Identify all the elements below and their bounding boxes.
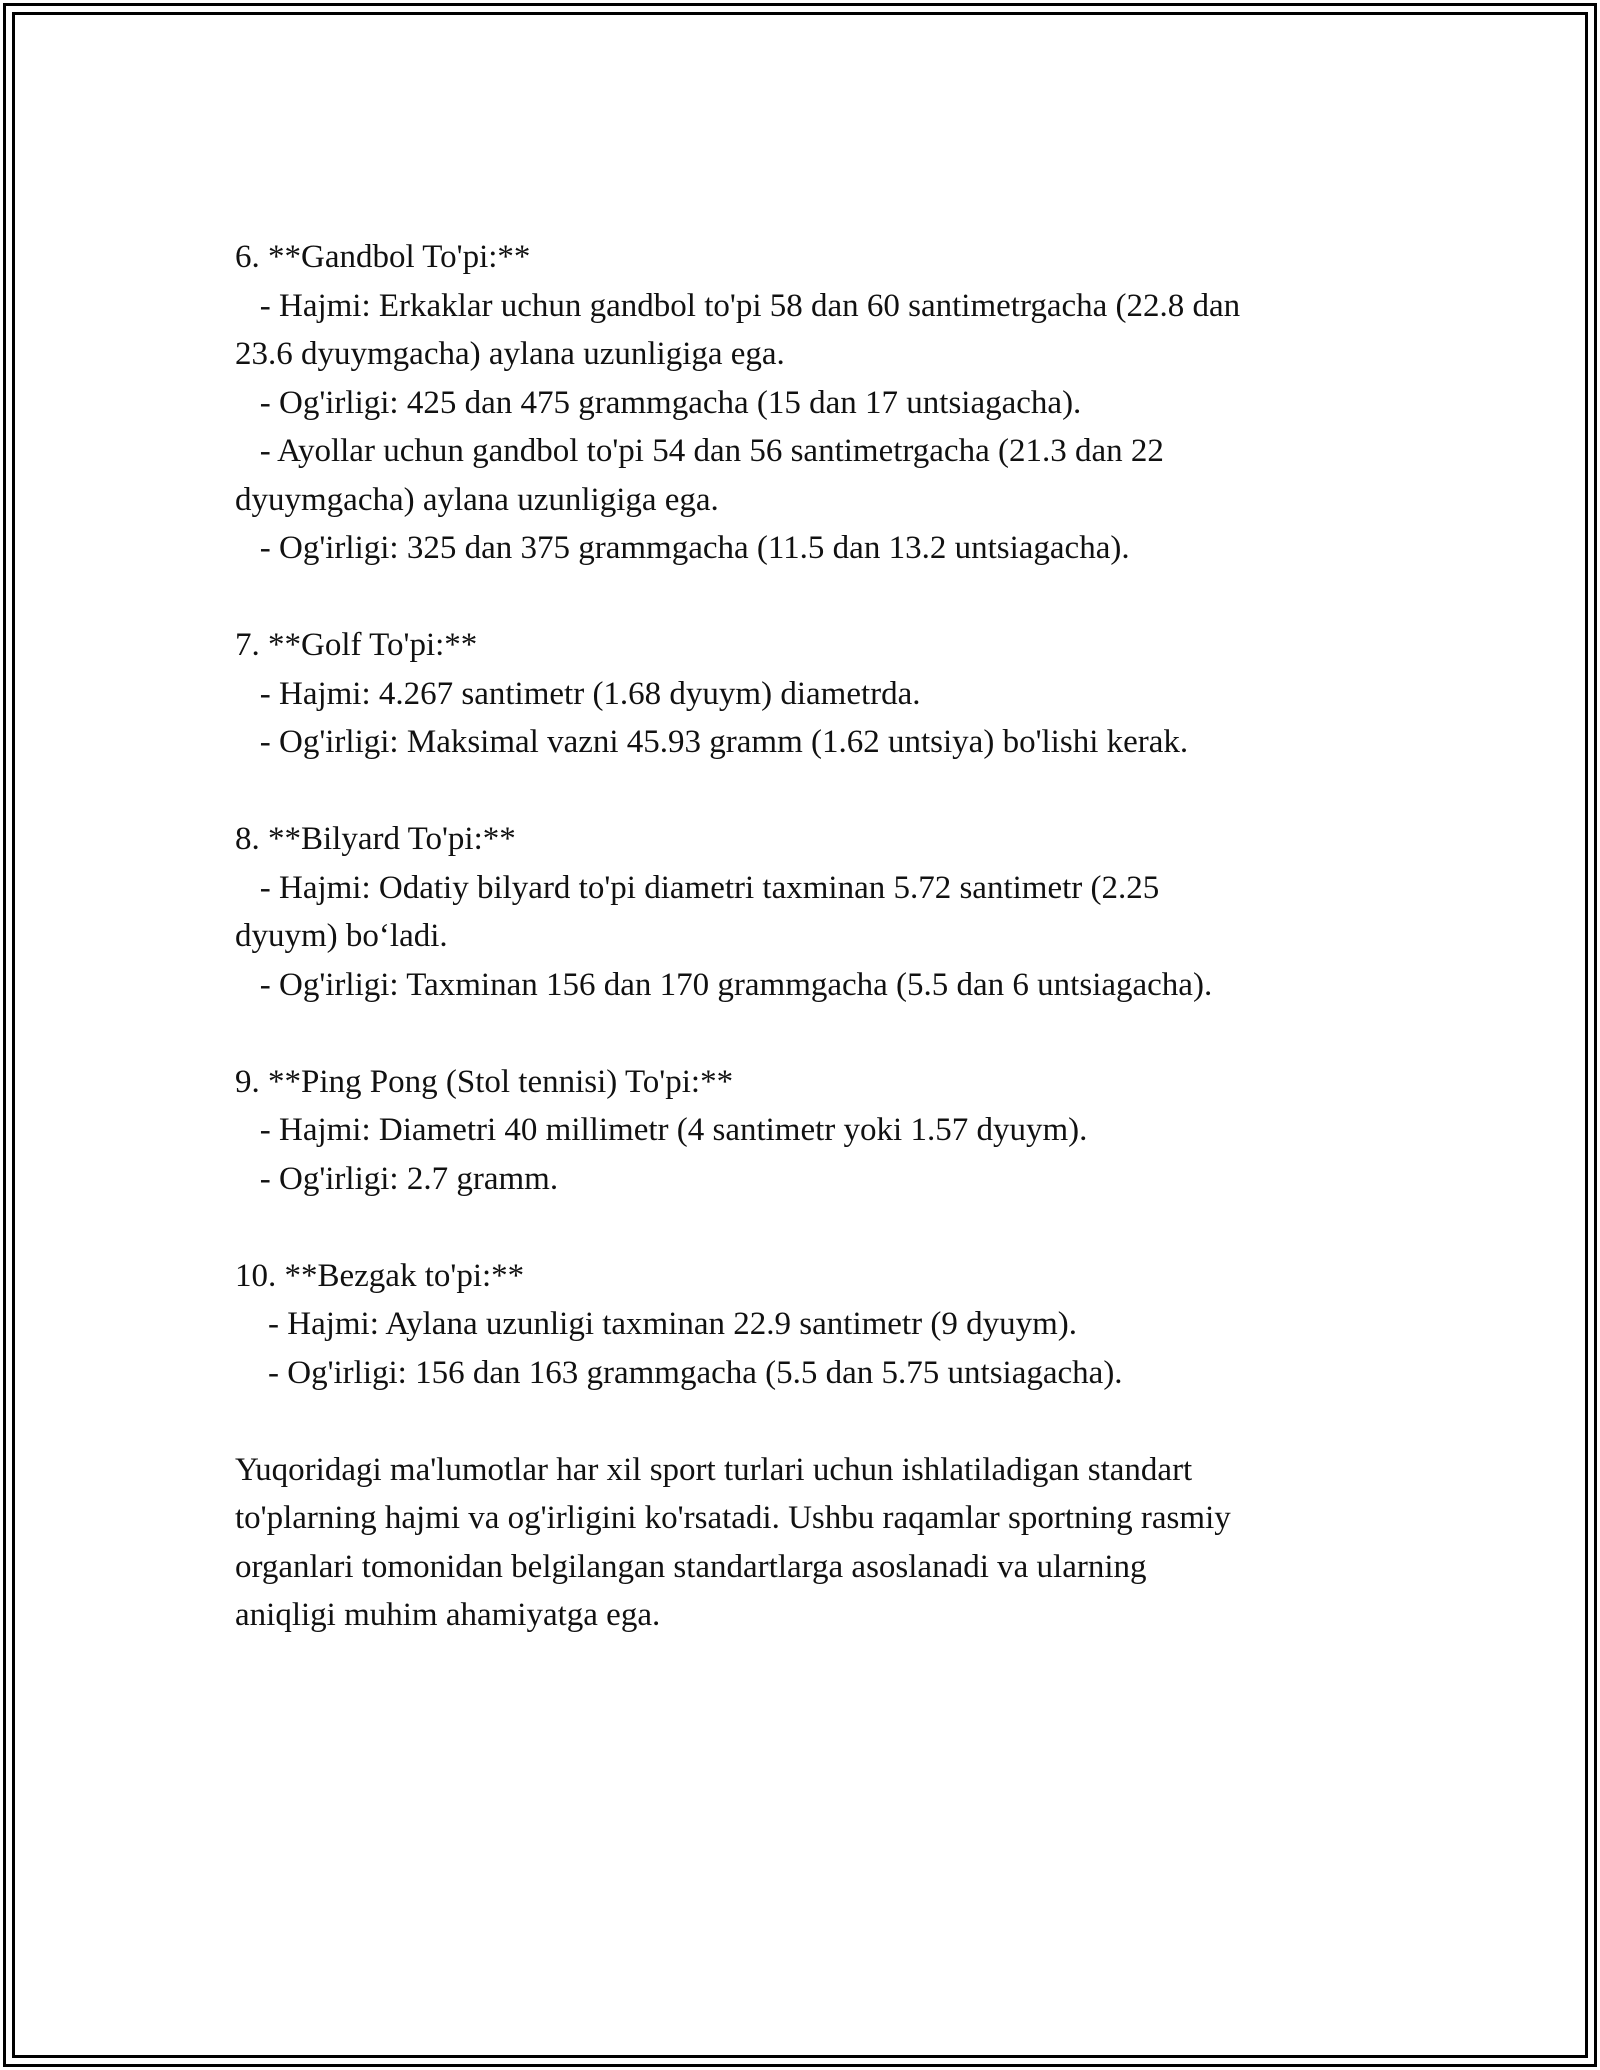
section-bezgak [235,1252,1365,1398]
spacer [235,1009,1365,1058]
section-heading: 6. **Gandbol To'pi:** [235,239,531,275]
section-line: - Hajmi: Diametri 40 millimetr (4 santimetr yoki 1.57 dyuym). [235,1112,1088,1148]
section-heading: 10. **Bezgak to'pi:** [235,1257,525,1294]
spacer [235,573,1365,622]
section-line: 23.6 dyuymgacha) aylana uzunligiga ega. [235,336,785,372]
spacer [235,767,1365,816]
section-line: - Ayollar uchun gandbol to'pi 54 dan 56 santimetrgacha (21.3 dan 22 [235,433,1164,469]
section-line: dyuymgacha) aylana uzunligiga ega. [235,481,719,518]
document-body [235,233,1365,1640]
section-line: - Hajmi: 4.267 santimetr (1.68 dyuym) diametrda. [235,675,921,712]
conclusion-paragraph [235,1446,1365,1640]
section-line: - Og'irligi: Taxminan 156 dan 170 grammgacha (5.5 dan 6 untsiagacha). [235,966,1213,1003]
section-ping-pong [235,1058,1365,1204]
section-heading: 9. **Ping Pong (Stol tennisi) To'pi:** [235,1063,734,1100]
section-line: - Og'irligi: 325 dan 375 grammgacha (11.5 dan 13.2 untsiagacha). [235,530,1130,566]
section-line: - Og'irligi: 425 dan 475 grammgacha (15 dan 17 untsiagacha). [235,384,1082,421]
spacer [235,1203,1365,1252]
section-line: - Og'irligi: 2.7 gramm. [235,1160,559,1197]
section-line: - Hajmi: Erkaklar uchun gandbol to'pi 58 dan 60 santimetrgacha (22.8 dan [235,287,1241,324]
section-line: - Og'irligi: 156 dan 163 grammgacha (5.5 dan 5.75 untsiagacha). [235,1354,1123,1391]
conclusion-line: Yuqoridagi ma'lumotlar har xil sport turlari uchun ishlatiladigan standart [235,1451,1193,1488]
section-line: dyuym) bo‘ladi. [235,918,448,954]
section-heading: 8. **Bilyard To'pi:** [235,821,516,857]
section-bilyard [235,815,1365,1009]
section-heading: 7. **Golf To'pi:** [235,627,478,663]
section-golf [235,621,1365,767]
conclusion-line: aniqligi muhim ahamiyatga ega. [235,1597,661,1633]
conclusion-line: organlari tomonidan belgilangan standartlarga asoslanadi va ularning [235,1548,1147,1585]
section-line: - Og'irligi: Maksimal vazni 45.93 gramm (1.62 untsiya) bo'lishi kerak. [235,724,1189,760]
conclusion-line: to'plarning hajmi va og'irligini ko'rsatadi. Ushbu raqamlar sportning rasmiy [235,1500,1231,1536]
section-line: - Hajmi: Aylana uzunligi taxminan 22.9 santimetr (9 dyuym). [235,1306,1077,1342]
section-gandbol [235,233,1365,573]
spacer [235,1397,1365,1446]
section-line: - Hajmi: Odatiy bilyard to'pi diametri taxminan 5.72 santimetr (2.25 [235,869,1160,906]
